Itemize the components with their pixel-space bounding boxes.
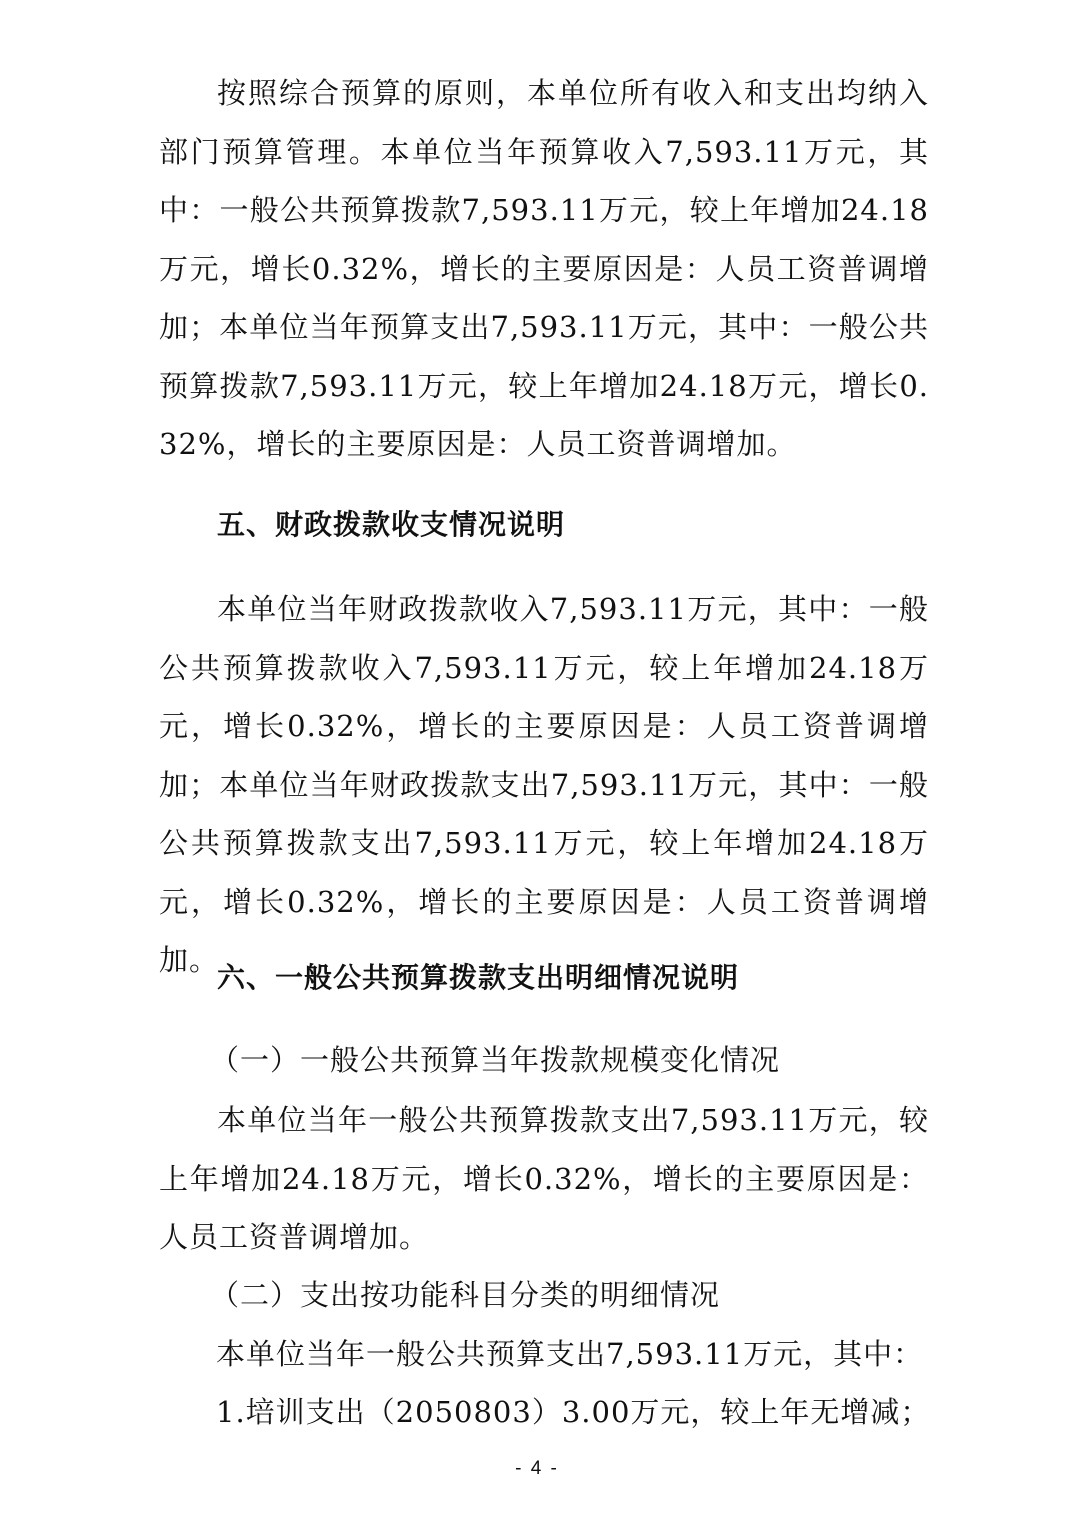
- body-line-training-expenditure: 1.培训支出（2050803）3.00万元，较上年无增减；: [216, 1395, 931, 1429]
- body-paragraph-fiscal-appropriation: 本单位当年财政拨款收入7,593.11万元，其中：一般公共预算拨款收入7,593.11万元，较上年增加24.18万元，增长0.32%，增长的主要原因是：人员工资普调增加；本单位当年财政拨款支出7,593.11万元，其中：一般公共预算拨款支出7,593.11万元，较上年增加24.18万元，增长0.32%，增长的主要原因是：人员工资普调增加。: [159, 592, 929, 977]
- section-heading-six: 六、一般公共预算拨款支出明细情况说明: [217, 961, 740, 994]
- body-paragraph-budget-principle: 按照综合预算的原则，本单位所有收入和支出均纳入部门预算管理。本单位当年预算收入7,593.11万元，其中：一般公共预算拨款7,593.11万元，较上年增加24.18万元，增长0.32%，增长的主要原因是：人员工资普调增加；本单位当年预算支出7,593.11万元，其中：一般公共预算拨款7,593.11万元，较上年增加24.18万元，增长0.32%，增长的主要原因是：人员工资普调增加。: [159, 76, 929, 461]
- body-paragraph-scale-change: 本单位当年一般公共预算拨款支出7,593.11万元，较上年增加24.18万元，增长0.32%，增长的主要原因是：人员工资普调增加。: [159, 1103, 929, 1254]
- page-number: - 4 -: [515, 1458, 559, 1479]
- section-heading-five: 五、财政拨款收支情况说明: [217, 508, 566, 541]
- subsection-heading-two: （二）支出按功能科目分类的明细情况: [210, 1278, 721, 1312]
- subsection-heading-one: （一）一般公共预算当年拨款规模变化情况: [210, 1043, 781, 1077]
- body-line-general-expenditure: 本单位当年一般公共预算支出7,593.11万元，其中：: [216, 1337, 924, 1371]
